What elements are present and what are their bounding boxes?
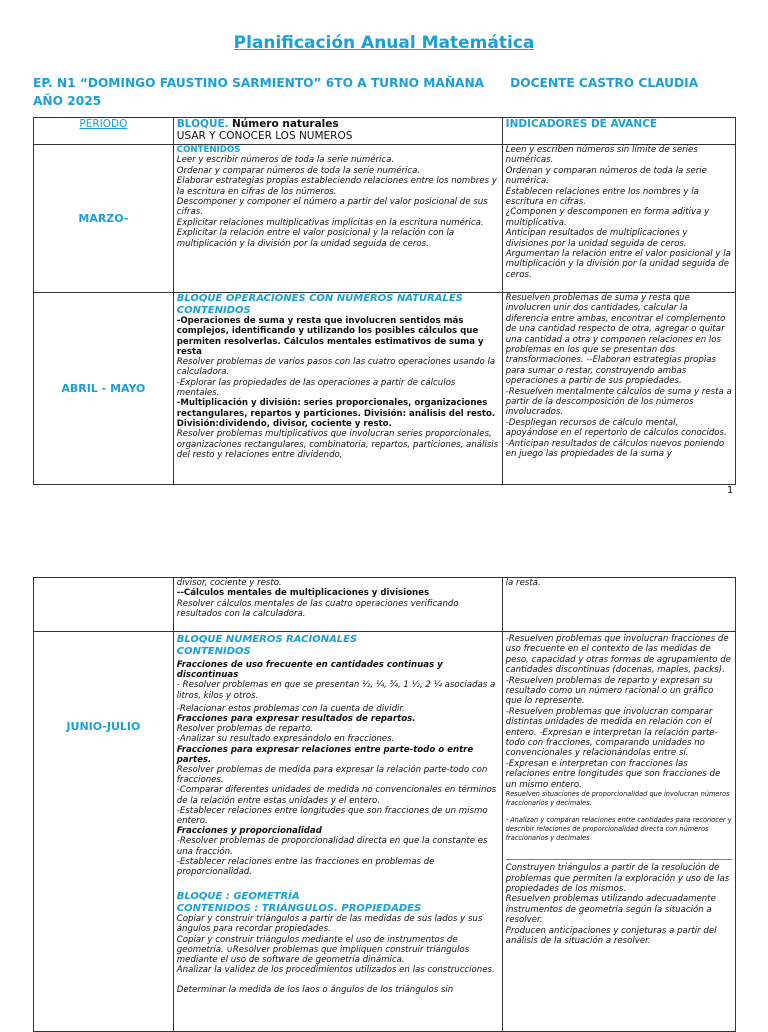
indicator-small: Resuelven situaciones de proporcionalidad que involucran números fraccionarios y decimales.	[505, 790, 730, 808]
content-subheading: Fracciones de uso frecuente en cantidades continuas y discontinuas	[176, 660, 443, 681]
content-item: -Operaciones de suma y resta que involucren sentidos más complejos, identificando y utilizando los posibles cálculos que permiten resolverlas. Cálculos mentales estimativos de suma y resta	[176, 316, 484, 357]
content-item: Resolver problemas multiplicativos que involucran series proporcionales, organizaciones rectangulares, combinatoria, repartos, particiones, análisis del resto y relaciones entre dividendo,	[176, 429, 499, 460]
indicator-block: Construyen triángulos a partir de la resolución de problemas que permiten la exploración y uso de las propiedades de los mismos. Resuelven problemas utilizando adecuadamente instrumentos de geometría según la situación a resolver. Producen anticipaciones y conjeturas a partir del análisis de la situación a resolver.	[505, 863, 730, 946]
contenidos-heading: CONTENIDOS	[176, 645, 251, 657]
content-item: -Explorar las propiedades de las operaciones a partir de cálculos mentales.	[176, 377, 456, 399]
header-periodo: PERIODO	[34, 118, 174, 145]
document-header	[33, 74, 753, 110]
bloque-label: BLOQUE.	[176, 118, 229, 130]
indicator-block: -Resuelven problemas que involucran fracciones de uso frecuente en el contexto de las medidas de peso, capacidad y otras formas de agrupamiento de cantidades discontinuas (docenas, maples, packs). -Resuelven problemas de reparto y expresan su resultado como un número racional o un gráfico que lo represente. -Resuelven problemas que involucran comparar distintas unidades de medida en relación con el entero. -Expresan e interpretan la relación parte-todo con fracciones, comparando unidades no convencionales y relacionándolas entre sí. -Expresan e interpretan con fracciones las relaciones entre longitudes que son fracciones de un mismo entero.	[505, 634, 731, 790]
table-header-row	[34, 118, 736, 145]
contents-abril-mayo	[173, 293, 502, 485]
content-item: --Cálculos mentales de multiplicaciones y divisiones	[176, 588, 430, 599]
bloque-name: Número naturales	[231, 118, 339, 130]
content-item: Resolver problemas de reparto.	[176, 724, 313, 735]
content-item: Elaborar estrategias propias estableciendo relaciones entre los nombres y la escritura en cifras de los números.	[176, 176, 497, 197]
bloque-heading: BLOQUE OPERACIONES CON NUMEROS NATURALES	[176, 293, 463, 304]
content-item: -Resolver problemas de proporcionalidad directa en que la constante es una fracción.	[176, 836, 488, 857]
content-item: Copiar y construir triángulos mediante el uso de instrumentos de geometría. ∪Resolver problemas que impliquen construir triángulos mediante el uso de software de geometría dinámica.	[176, 934, 470, 966]
school-year: AÑO 2025	[33, 94, 102, 108]
indicators-marzo	[502, 145, 735, 293]
contents-marzo	[173, 145, 502, 293]
document-title: Planificación Anual Matemática	[233, 33, 535, 53]
indicator-item: Anticipan resultados de multiplicaciones y divisiones por la unidad seguida de ceros.	[505, 228, 688, 249]
content-item: -Comparar diferentes unidades de medida no convencionales en términos de la relación entre estas unidades y el entero.	[176, 785, 497, 806]
bloque-heading: BLOQUE NUMEROS RACIONALES	[176, 634, 358, 645]
indicator-item: ¿Componen y descomponen en forma aditiva y multiplicativa.	[505, 207, 710, 228]
indicators-junio-julio	[502, 632, 735, 1032]
row-junio-julio	[34, 632, 736, 1032]
indicators-abril-mayo: Resuelven problemas de suma y resta que involucren unir dos cantidades, calcular la diferencia entre ambas, encontrar el complemento de una cantidad respecto de otra, agregar o quitar una cantidad a otra y componen relaciones en los problemas en los que se presentan dos transformaciones. --Elaboran estrategias propias para sumar o restar, construyendo ambas operaciones a partir de sus propiedades. -Resuelven mentalmente cálculos de suma y resta a partir de la descomposición de los números involucrados. -Despliegan recursos de cálculo mental, apoyándose en el repertorio de cálculos conocidos. -Anticipan resultados de cálculos nuevos poniendo en juego las propiedades de la suma y	[502, 293, 735, 485]
geometry-bloque-heading: BLOQUE : GEOMETRÍA	[176, 891, 300, 903]
indicator-item: Establecen relaciones entre los nombres y la escritura en cifras.	[505, 186, 699, 208]
content-item: - Resolver problemas en que se presentan ½, ¼, ¾, 1 ½, 2 ¼ asociadas a litros, kilos y otros.	[176, 680, 496, 701]
content-item: Determinar la medida de los laos o ángulos de los triángulos sin	[176, 985, 454, 996]
row-marzo	[34, 145, 736, 293]
contenidos-heading: CONTENIDOS	[176, 145, 241, 155]
content-subheading: Fracciones para expresar relaciones entre parte-todo o entre partes.	[176, 744, 474, 765]
content-subheading: Fracciones para expresar resultados de repartos.	[176, 714, 416, 725]
content-item: Descomponer y componer el número a partir del valor posicional de sus cifras.	[176, 197, 488, 218]
bloque-subtitle: USAR Y CONOCER LOS NUMEROS	[176, 130, 353, 142]
content-item: Leer y escribir números de toda la serie numérica.	[176, 155, 395, 166]
content-item: -Establecer relaciones entre longitudes que son fracciones de un mismo entero.	[176, 805, 488, 827]
indicator-continued: la resta.	[502, 578, 735, 632]
period-marzo: MARZO-	[34, 145, 174, 293]
content-item: Copiar y construir triángulos a partir de las medidas de sus lados y sus ángulos para recordar propiedades.	[176, 914, 483, 935]
indicator-item: Ordenan y comparan números de toda la serie numérica.	[505, 165, 707, 187]
period-junio-julio: JUNIO-JULIO	[34, 632, 174, 1032]
content-item: -Multiplicación y división: series proporcionales, organizaciones rectangulares, repartos y particiones. División: análisis del resto. División:dividendo, divisor, cociente y resto.	[176, 398, 496, 429]
school-info: EP. N1 “DOMINGO FAUSTINO SARMIENTO” 6TO A TURNO MAÑANA	[33, 76, 485, 90]
content-item: -Analizar su resultado expresándolo en fracciones.	[176, 734, 395, 745]
content-item: Resolver problemas de medida para expresar la relación parte-todo con fracciones.	[176, 765, 488, 786]
content-item: Analizar la validez de los procedimientos utilizados en las construcciones.	[176, 965, 495, 976]
period-abril-mayo: ABRIL - MAYO	[34, 293, 174, 485]
header-indicadores: INDICADORES DE AVANCE	[502, 118, 735, 145]
contents-continued	[173, 578, 502, 632]
content-item: Resolver problemas de varios pasos con las cuatro operaciones usando la calculadora.	[176, 357, 496, 378]
planning-table-page2	[33, 577, 736, 1032]
header-bloque	[173, 118, 502, 145]
content-item: -Establecer relaciones entre las fracciones en problemas de proporcionalidad.	[176, 856, 435, 878]
content-item: Explicitar relaciones multiplicativas implícitas en la escritura numérica.	[176, 217, 484, 228]
spacer	[177, 877, 499, 891]
content-item: divisor, cociente y resto.	[176, 578, 282, 588]
geometry-contenidos-heading: CONTENIDOS : TRIÁNGULOS. PROPIEDADES	[176, 902, 422, 914]
content-subheading: Fracciones y proporcionalidad	[176, 826, 322, 837]
contenidos-heading: CONTENIDOS	[176, 304, 251, 316]
teacher-name: DOCENTE CASTRO CLAUDIA	[510, 76, 699, 90]
row-abril-mayo	[34, 293, 736, 485]
row-abril-mayo-continued	[34, 578, 736, 632]
indicator-small: - Analizan y comparan relaciones entre cantidades para reconocer y describir relaciones de proporcionalidad directa con números fraccionarios y decimales	[505, 816, 732, 843]
page-number: 1	[727, 485, 734, 496]
content-item: Explicitar la relación entre el valor posicional y la relación con la multiplicación y la división por la unidad seguida de ceros.	[176, 228, 455, 249]
period-empty	[34, 578, 174, 632]
indicator-item: Leen y escriben números sin límite de series numéricas.	[505, 145, 698, 166]
divider-line	[506, 859, 732, 860]
indicator-item: Argumentan la relación entre el valor posicional y la multiplicación y la división por la unidad seguida de ceros.	[505, 249, 731, 280]
content-item: Ordenar y comparar números de toda la serie numérica.	[176, 165, 421, 176]
content-item: Resolver cálculos mentales de las cuatro operaciones verificando resultados con la calculadora.	[176, 598, 459, 620]
contents-junio-julio	[173, 632, 502, 1032]
planning-table-page1	[33, 117, 736, 485]
content-item: -Relacionar estos problemas con la cuenta de dividir.	[176, 703, 405, 714]
